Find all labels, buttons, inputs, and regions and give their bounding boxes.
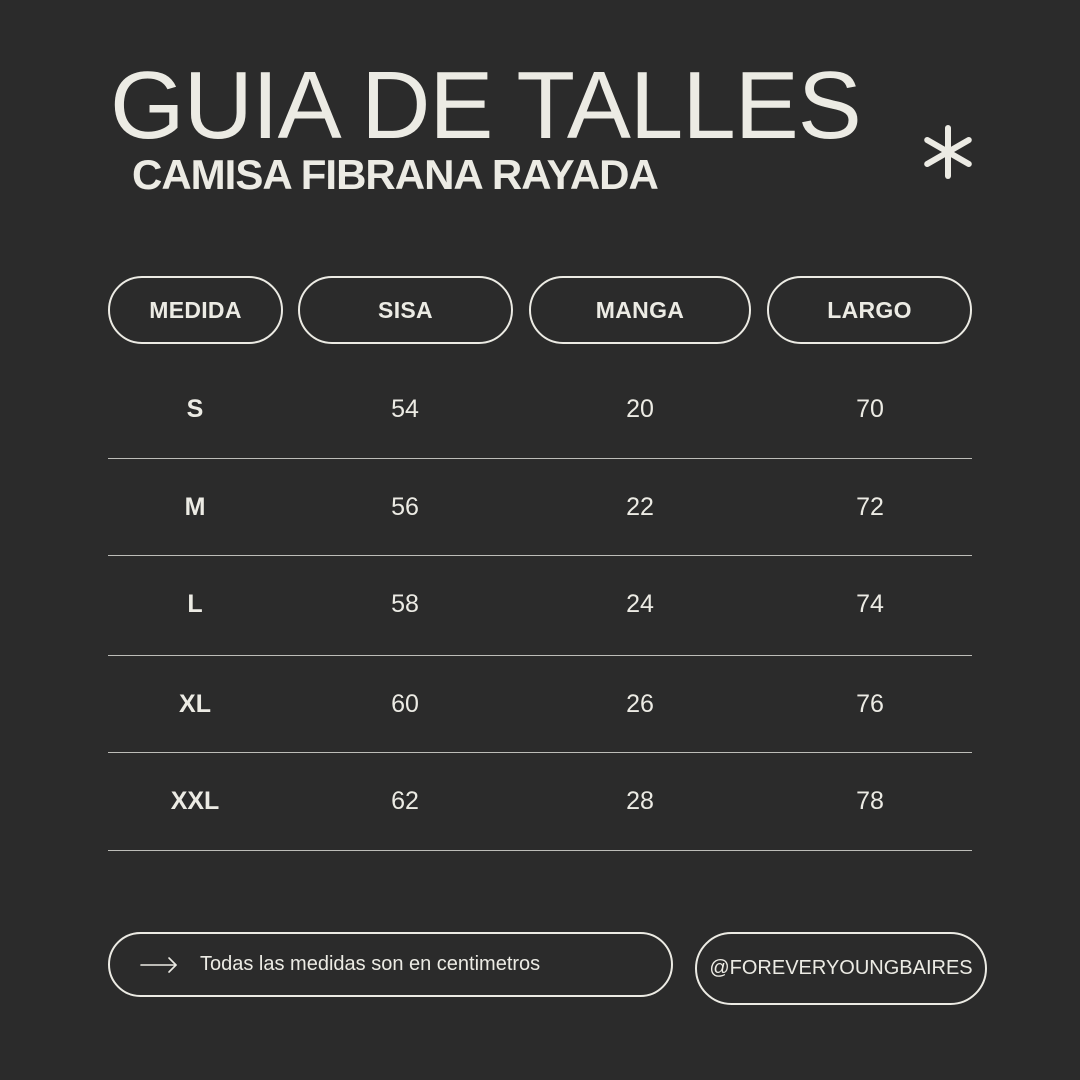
manga-cell: 20 bbox=[626, 394, 654, 423]
size-cell: M bbox=[184, 492, 206, 521]
manga-cell: 22 bbox=[626, 492, 654, 521]
asterisk-icon bbox=[920, 124, 976, 180]
size-cell: XXL bbox=[170, 786, 220, 815]
row-divider bbox=[108, 850, 972, 851]
header-largo: LARGO bbox=[767, 276, 972, 344]
units-note bbox=[108, 932, 673, 997]
sisa-cell: 60 bbox=[391, 689, 419, 718]
units-note-text: Todas las medidas son en centimetros bbox=[200, 953, 541, 975]
largo-cell: 78 bbox=[856, 786, 884, 815]
table-row bbox=[108, 752, 972, 850]
largo-cell: 70 bbox=[856, 394, 884, 423]
manga-cell: 26 bbox=[626, 689, 654, 718]
table-row bbox=[108, 360, 972, 458]
size-cell: S bbox=[186, 394, 204, 423]
manga-cell: 24 bbox=[626, 589, 654, 618]
sisa-cell: 62 bbox=[391, 786, 419, 815]
size-cell: L bbox=[187, 589, 203, 618]
arrow-right-icon bbox=[140, 955, 178, 975]
table-row bbox=[108, 458, 972, 556]
size-cell: XL bbox=[179, 689, 211, 718]
largo-cell: 72 bbox=[856, 492, 884, 521]
table-row bbox=[108, 555, 972, 653]
largo-cell: 74 bbox=[856, 589, 884, 618]
largo-cell: 76 bbox=[856, 689, 884, 718]
social-handle: @FOREVERYOUNGBAIRES bbox=[695, 932, 987, 1005]
header-medida: MEDIDA bbox=[108, 276, 283, 344]
header-manga: MANGA bbox=[529, 276, 751, 344]
manga-cell: 28 bbox=[626, 786, 654, 815]
table-row bbox=[108, 655, 972, 753]
sisa-cell: 54 bbox=[391, 394, 419, 423]
sisa-cell: 58 bbox=[391, 589, 419, 618]
header-sisa: SISA bbox=[298, 276, 513, 344]
page-title: GUIA DE TALLES bbox=[110, 52, 861, 159]
page-subtitle: CAMISA FIBRANA RAYADA bbox=[132, 151, 658, 198]
sisa-cell: 56 bbox=[391, 492, 419, 521]
